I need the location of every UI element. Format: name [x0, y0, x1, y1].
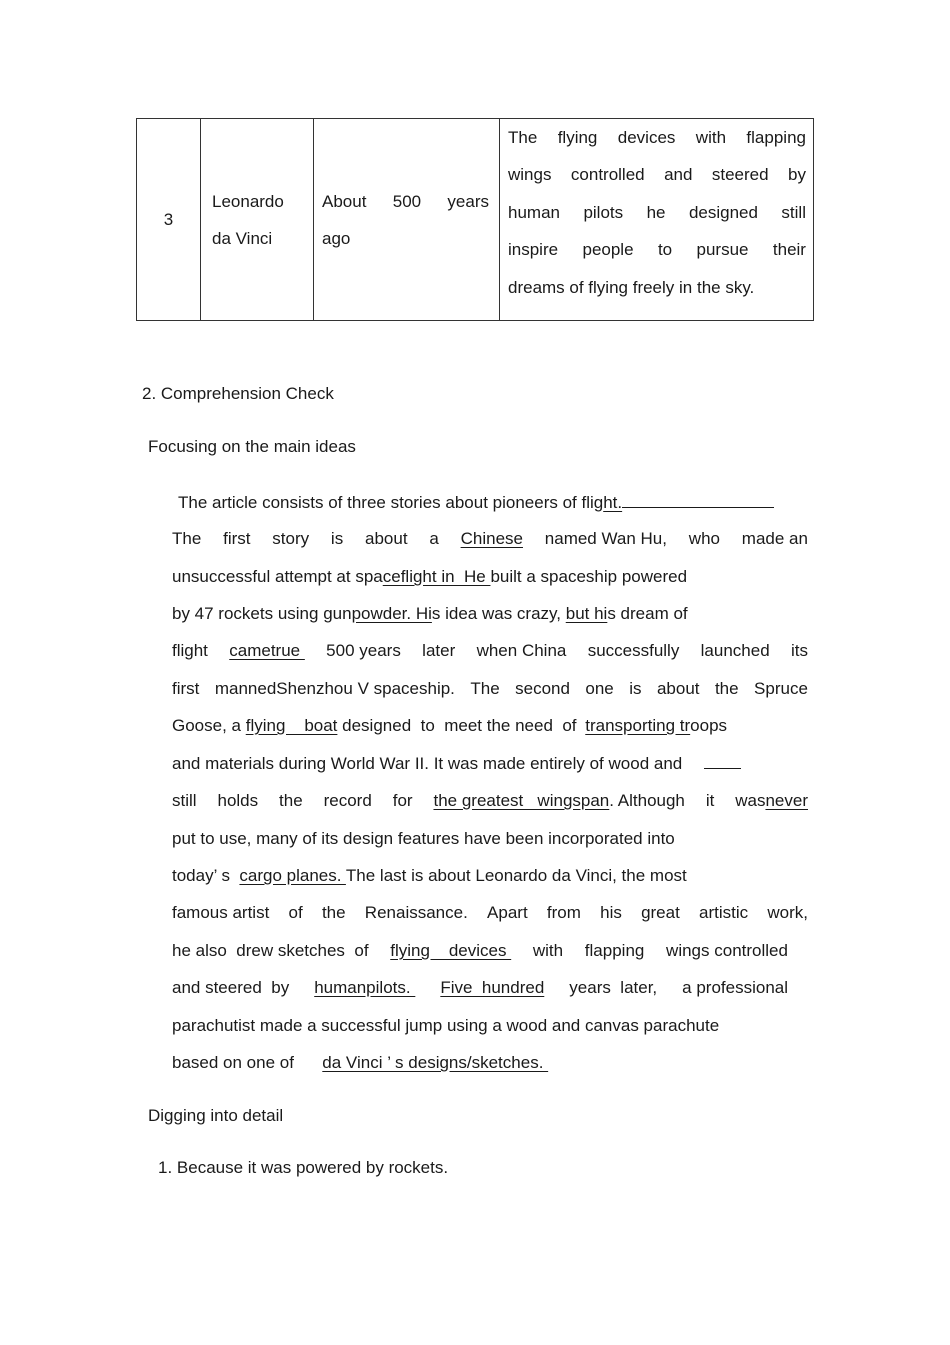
word: designed — [688, 202, 758, 222]
word: the — [714, 679, 739, 698]
answer-blank-line — [622, 491, 774, 508]
word: controlled — [570, 165, 645, 185]
answer-blank: flying devices — [390, 941, 512, 960]
word: is — [330, 529, 344, 548]
pioneers-table — [136, 118, 814, 321]
summary-line — [172, 902, 808, 924]
time-word: 500 — [392, 191, 422, 211]
word: launched — [700, 641, 770, 660]
text: The last is about Leonardo da Vinci, the most — [345, 866, 687, 885]
text: built a spaceship powered — [490, 567, 688, 586]
summary-line — [172, 715, 727, 737]
word: still — [781, 202, 806, 222]
word: for — [392, 791, 413, 810]
word: is — [629, 679, 642, 698]
answer-blank: the greatest wingspan — [433, 791, 610, 810]
time-line: ago — [322, 228, 351, 248]
text: and steered by — [172, 978, 290, 997]
word: pursue — [696, 240, 749, 260]
summary-line — [172, 1052, 548, 1074]
summary-line — [172, 977, 788, 999]
word: with — [695, 128, 727, 147]
word: and — [664, 165, 693, 185]
summary-line — [172, 528, 808, 550]
summary-line — [172, 940, 788, 962]
summary-line — [172, 1015, 719, 1037]
achievement-line — [508, 194, 806, 231]
answer-blank: powder. Hi — [351, 604, 432, 623]
word: from — [546, 903, 581, 922]
answer-blank: flying boat — [245, 716, 338, 735]
time-line — [322, 183, 489, 220]
text: parachutist made a successful jump using a wood and canvas parachute — [172, 1016, 720, 1035]
word: with — [532, 941, 564, 960]
word: their — [772, 240, 806, 260]
word: Spruce — [754, 679, 808, 698]
text: he also drew sketches of — [172, 941, 369, 960]
answer-blank: ht. — [603, 493, 623, 512]
text: put to use, many of its design features have been incorporated into — [172, 829, 675, 848]
summary-line — [172, 752, 741, 774]
summary-line — [172, 603, 688, 625]
answer-blank: cametrue — [229, 641, 305, 660]
detail-answer: 1. Because it was powered by rockets. — [158, 1158, 449, 1177]
text: s dream of — [607, 604, 688, 623]
word: by — [788, 165, 806, 185]
word: great — [641, 903, 680, 922]
word: The — [470, 679, 500, 698]
word: record — [323, 791, 372, 810]
word: inspire — [508, 240, 559, 260]
word: Apart — [487, 903, 528, 922]
word: human — [508, 202, 560, 222]
achievement-cell — [500, 119, 814, 321]
answer-blank: cargo planes. — [239, 866, 346, 885]
summary-line — [172, 566, 687, 588]
summary-line — [172, 790, 808, 812]
time-cell — [314, 119, 500, 321]
table-row — [137, 119, 814, 321]
word: about — [656, 679, 700, 698]
text: Goose, a — [172, 716, 241, 735]
time-word: About — [322, 191, 367, 211]
word: his — [600, 903, 622, 922]
word: first — [172, 679, 200, 698]
word: wings — [508, 165, 552, 185]
word: first — [223, 529, 251, 548]
summary-line — [172, 678, 808, 700]
answer-blank: humanpilots. — [314, 978, 416, 997]
subheading-main-ideas: Focusing on the main ideas — [148, 437, 356, 456]
word: 500 years — [326, 641, 401, 660]
word: flapping — [746, 128, 806, 147]
word: devices — [617, 128, 676, 147]
word: mannedShenzhou V spaceship. — [214, 679, 455, 698]
summary-line — [172, 865, 687, 887]
text: oops — [690, 716, 728, 735]
word: years later, — [569, 978, 658, 997]
achievement-line — [508, 231, 806, 268]
word: about — [365, 529, 408, 548]
text: based on one of — [172, 1053, 294, 1072]
answer-blank: ceflight in He — [382, 567, 491, 586]
word: still — [172, 791, 197, 810]
word: successfully — [587, 641, 680, 660]
word: The — [508, 128, 538, 147]
word: was — [735, 791, 766, 810]
answer-blank: transporting tr — [585, 716, 691, 735]
word: the — [279, 791, 303, 810]
word: holds — [217, 791, 259, 810]
word: who — [688, 529, 720, 548]
word: a professional — [682, 978, 788, 997]
text: The article consists of three stories about pioneers of flig — [178, 493, 604, 512]
word: flapping — [584, 941, 645, 960]
row-number-text: 3 — [163, 209, 174, 229]
word: later — [422, 641, 456, 660]
text: and materials during World War II. It was made entirely of wood and — [172, 754, 683, 773]
word: Renaissance. — [364, 903, 468, 922]
answer-blank: Chinese — [460, 529, 523, 548]
word: the — [321, 903, 346, 922]
word: to — [657, 240, 673, 260]
word: artistic — [699, 903, 749, 922]
word: its — [791, 641, 808, 660]
word: pilots — [583, 202, 624, 222]
word: work, — [767, 903, 808, 922]
word: named Wan Hu, — [544, 529, 667, 548]
word: steered — [711, 165, 769, 185]
word: he — [646, 202, 666, 222]
word: it — [705, 791, 715, 810]
word: flying — [557, 128, 598, 147]
word: people — [582, 240, 634, 260]
text: s idea was crazy, — [431, 604, 566, 623]
summary-line — [172, 640, 808, 662]
achievement-line: dreams of flying freely in the sky. — [508, 277, 755, 297]
word: The — [172, 529, 202, 548]
answer-blank: never — [765, 791, 808, 810]
word: wings controlled — [666, 941, 788, 960]
word: one — [585, 679, 614, 698]
word: of — [288, 903, 303, 922]
text: unsuccessful attempt at spa — [172, 567, 383, 586]
answer-blank: da Vinci ’ s designs/sketches. — [322, 1053, 549, 1072]
text: today’ s — [172, 866, 230, 885]
word: when China — [476, 641, 567, 660]
word: famous artist — [172, 903, 270, 922]
word: second — [515, 679, 570, 698]
time-word: years — [447, 191, 489, 211]
text: . Although — [609, 791, 685, 810]
summary-line — [178, 491, 774, 513]
section-heading: 2. Comprehension Check — [142, 384, 334, 403]
achievement-line — [508, 156, 806, 193]
row-number — [137, 119, 201, 321]
answer-blank: but hi — [565, 604, 608, 623]
pioneer-name-line: Leonardo — [212, 191, 284, 211]
achievement-line — [508, 119, 806, 156]
pioneer-name-line: da Vinci — [212, 228, 273, 248]
text: by 47 rockets using gun — [172, 604, 352, 623]
answer-blank: Five hundred — [440, 978, 545, 997]
word: made an — [741, 529, 808, 548]
answer-blank-line — [704, 752, 741, 769]
word: story — [272, 529, 310, 548]
text: designed to meet the need of — [342, 716, 577, 735]
word: a — [429, 529, 439, 548]
subheading-detail: Digging into detail — [148, 1106, 284, 1125]
word: flight — [172, 641, 208, 660]
pioneer-name-cell — [201, 119, 314, 321]
summary-line — [172, 828, 675, 850]
